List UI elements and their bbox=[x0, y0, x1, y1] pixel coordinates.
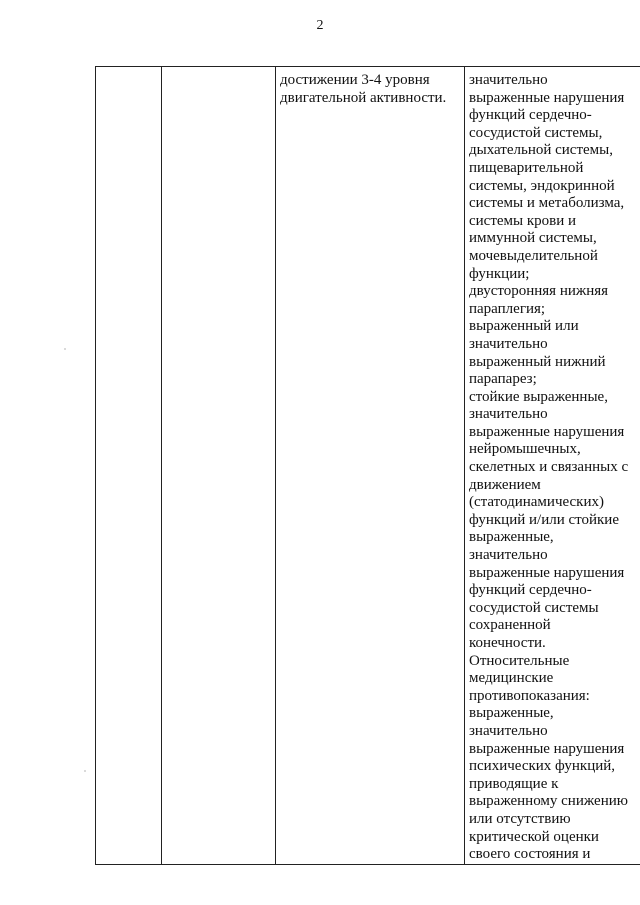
cell-text-line: двусторонняя нижняя bbox=[469, 283, 609, 300]
cell-text-line: психических функций, bbox=[469, 758, 616, 775]
cell-text-line: выраженные, bbox=[469, 529, 554, 546]
cell-text-line: или отсутствию bbox=[469, 810, 571, 827]
cell-text-line: сосудистой системы bbox=[469, 599, 599, 616]
cell-text-line: системы, эндокринной bbox=[469, 177, 615, 194]
cell-text-line: сохраненной bbox=[469, 617, 551, 634]
cell-text-line: движением bbox=[469, 476, 541, 493]
cell-text-line: выраженные нарушения bbox=[469, 740, 625, 757]
cell-text-line: нейромышечных, bbox=[469, 441, 581, 458]
cell-text-line: двигательной активности. bbox=[280, 89, 447, 106]
cell-text-line: значительно bbox=[469, 72, 548, 88]
cell-text-line: своего состояния и bbox=[469, 846, 591, 863]
cell-text-line: функции; bbox=[469, 265, 530, 282]
table-cell-col3 bbox=[276, 67, 465, 865]
cell-text-line: сосудистой системы, bbox=[469, 124, 603, 141]
cell-text-line: значительно bbox=[469, 547, 548, 564]
cell-text-line: конечности. bbox=[469, 635, 546, 651]
cell-text-line: мочевыделительной bbox=[469, 247, 598, 264]
cell-text-line: стойкие выраженные, bbox=[469, 388, 608, 405]
scan-speck bbox=[64, 348, 66, 350]
table-cell-col1 bbox=[96, 67, 162, 865]
cell-text-line: медицинские bbox=[469, 670, 554, 687]
cell-text-line: функций сердечно- bbox=[469, 582, 592, 599]
scan-speck bbox=[84, 770, 86, 772]
page-number: 2 bbox=[316, 18, 324, 33]
cell-text-line: выраженные нарушения bbox=[469, 423, 625, 440]
cell-text-line: системы и метаболизма, bbox=[469, 195, 625, 212]
cell-text-line: функций сердечно- bbox=[469, 107, 592, 124]
cell-text-line: выраженные, bbox=[469, 705, 554, 722]
cell-text-line: функций и/или стойкие bbox=[469, 511, 619, 528]
cell-text-line: значительно bbox=[469, 406, 548, 423]
table-cell-col4 bbox=[465, 67, 640, 865]
document-table bbox=[95, 66, 640, 865]
cell-text-line: выраженные нарушения bbox=[469, 89, 625, 106]
cell-text-line: иммунной системы, bbox=[469, 230, 597, 247]
cell-text-line: значительно bbox=[469, 335, 548, 352]
cell-text-line: системы крови и bbox=[469, 212, 577, 229]
cell-text-line: скелетных и связанных с bbox=[469, 459, 629, 476]
cell-text-line: параплегия; bbox=[469, 300, 546, 317]
cell-text-line: выраженные нарушения bbox=[469, 564, 625, 581]
cell-text-line: пищеварительной bbox=[469, 159, 584, 176]
cell-text-line: достижении 3-4 уровня bbox=[280, 72, 430, 88]
table-row bbox=[96, 67, 640, 865]
cell-text-line: выраженному снижению bbox=[469, 793, 628, 810]
cell-text-line: приводящие к bbox=[469, 775, 559, 792]
cell-text-line: выраженный нижний bbox=[469, 353, 606, 370]
cell-text-line: парапарез; bbox=[469, 371, 537, 388]
cell-text-line: (статодинамических) bbox=[469, 494, 604, 511]
cell-text-line: дыхательной системы, bbox=[469, 142, 614, 159]
cell-text-line: критической оценки bbox=[469, 828, 599, 845]
cell-text-line: противопоказания: bbox=[469, 687, 590, 704]
table-cell-col2 bbox=[162, 67, 276, 865]
cell-text-line: значительно bbox=[469, 722, 548, 739]
cell-text-line: выраженный или bbox=[469, 318, 579, 335]
cell-text-line: Относительные bbox=[469, 652, 570, 669]
